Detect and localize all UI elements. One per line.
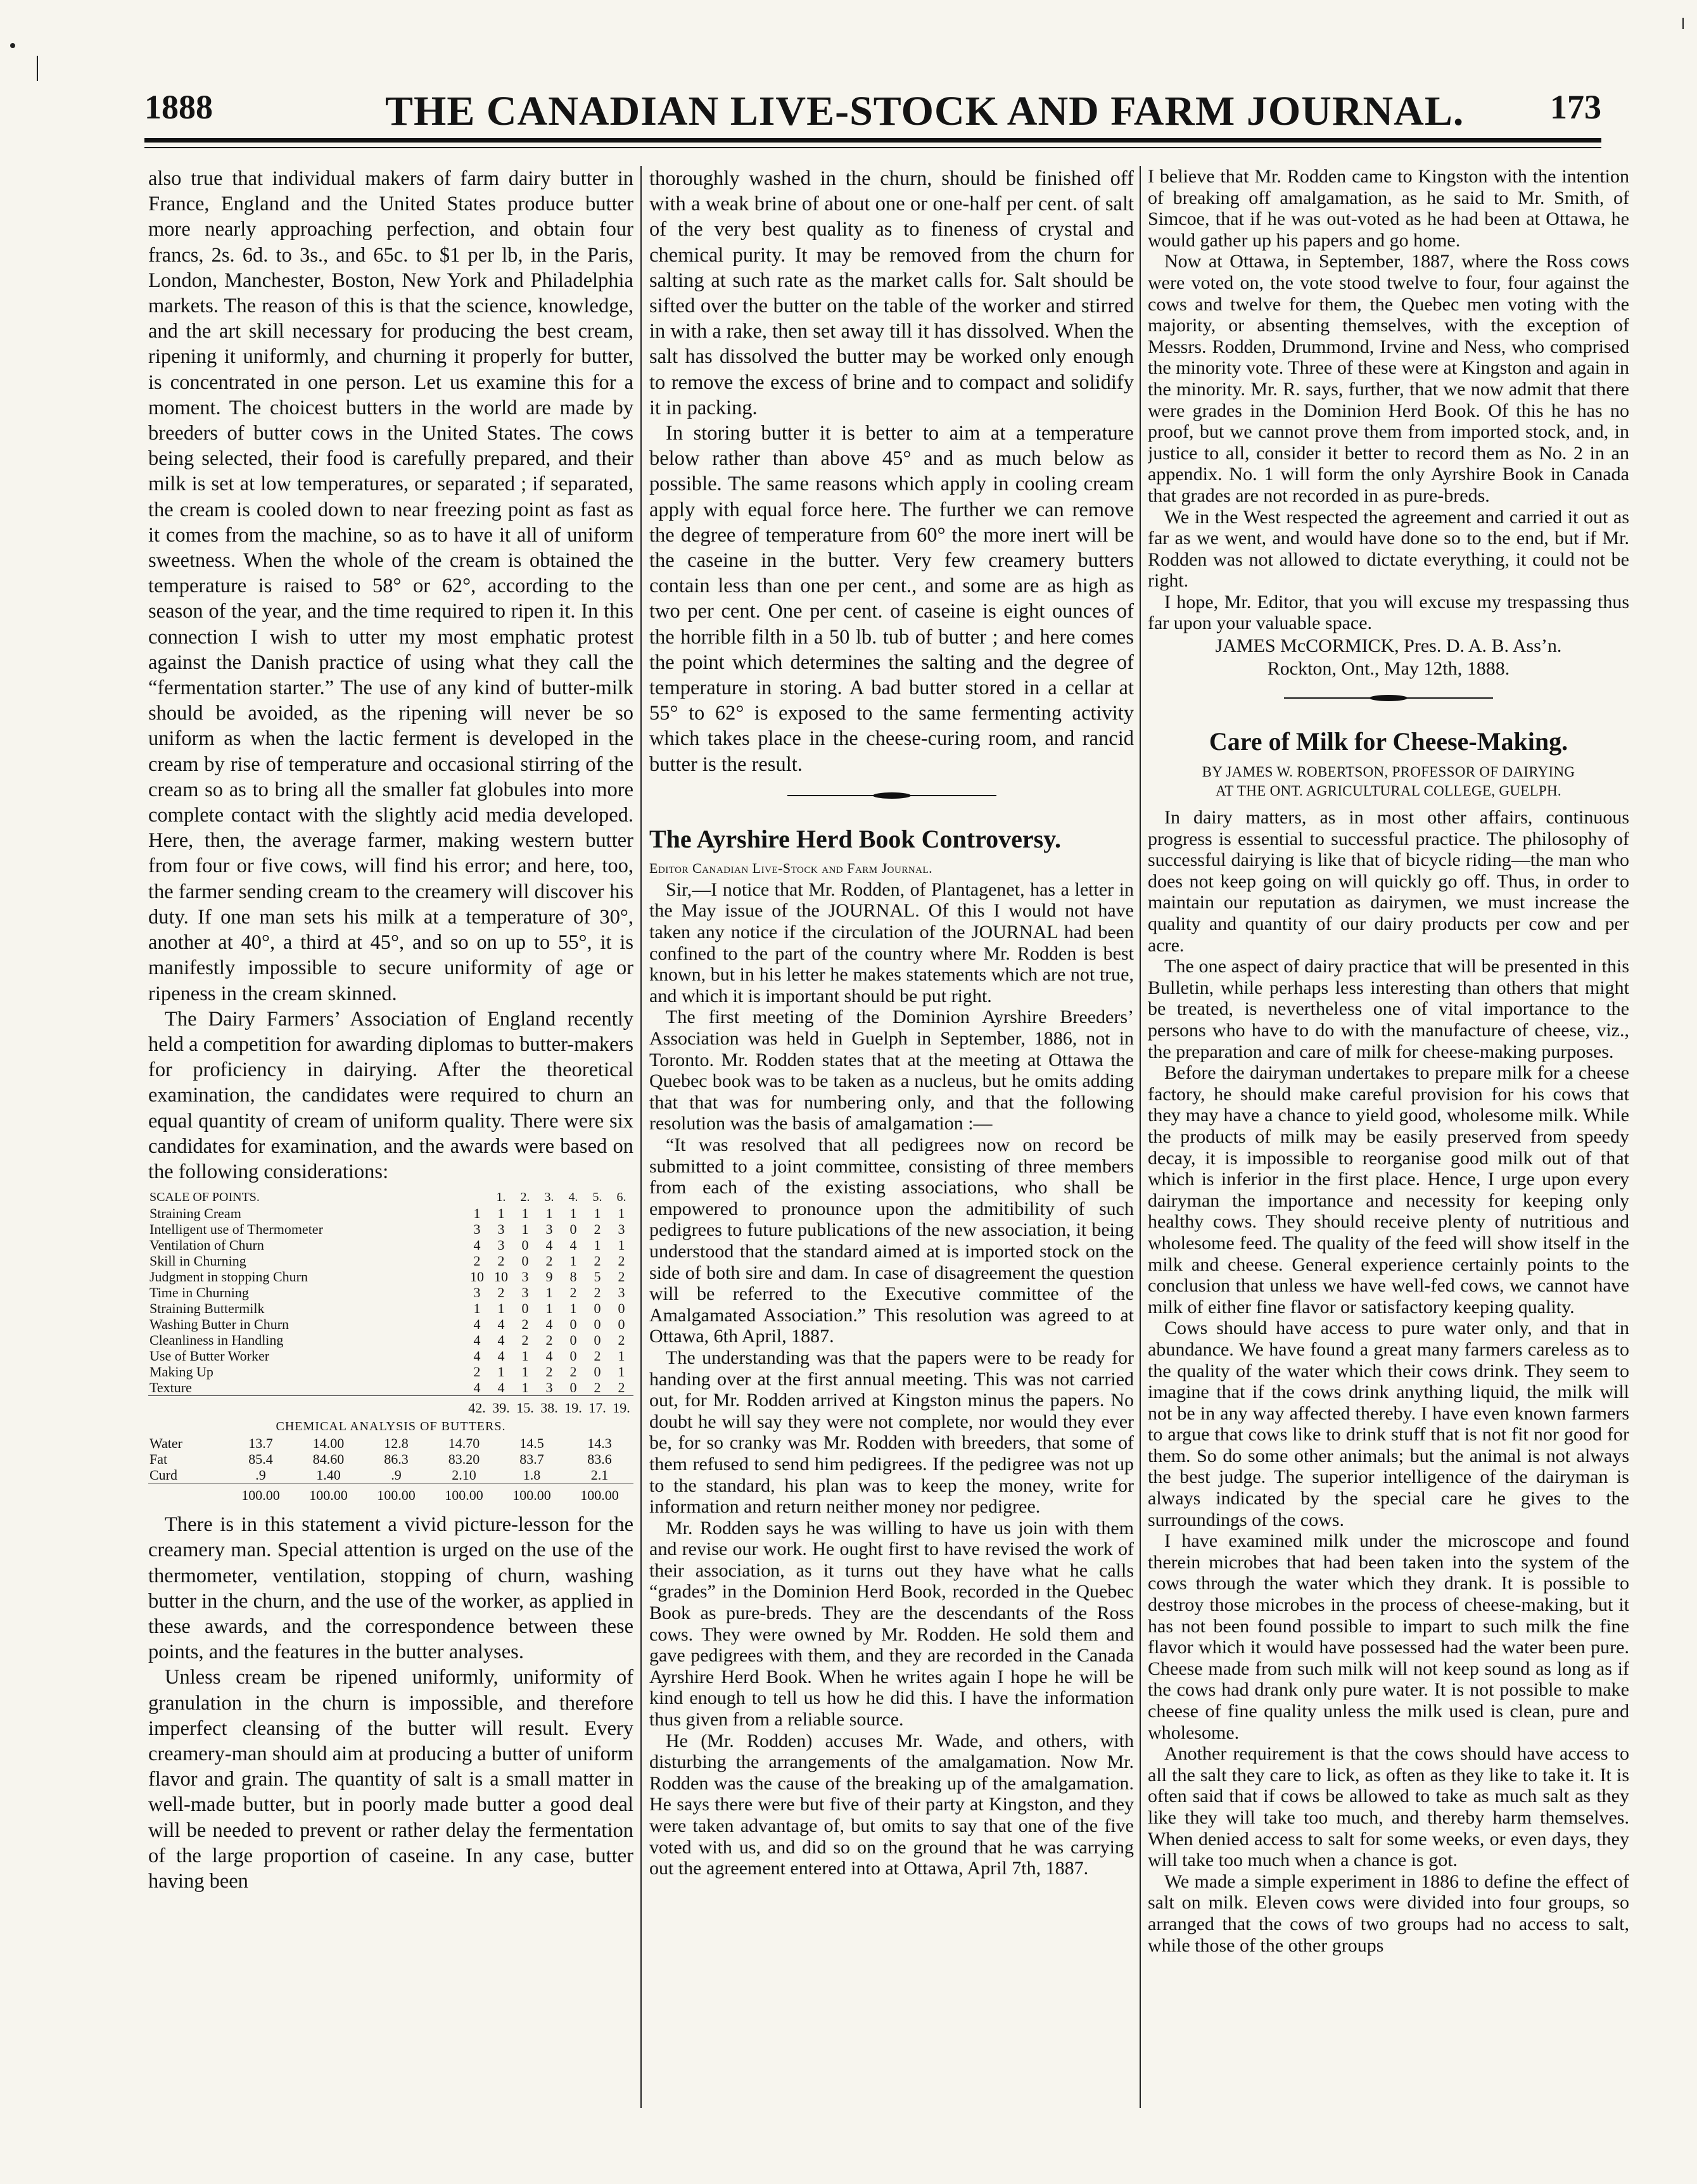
table-cell: 0 xyxy=(569,1316,577,1333)
table-cell: 100.00 xyxy=(566,1483,633,1504)
table-cell: 2 xyxy=(594,1221,601,1238)
table-row xyxy=(148,1285,633,1300)
table-cell: 1 xyxy=(521,1348,529,1364)
table-row xyxy=(148,1205,633,1221)
table-cell: 3 xyxy=(545,1380,553,1396)
table-cell: 0 xyxy=(569,1221,577,1238)
chemical-analysis-table xyxy=(148,1435,633,1503)
ayrshire-letter-continued xyxy=(1148,166,1629,634)
table-cell: 1 xyxy=(618,1205,625,1222)
table-cell: 42. xyxy=(465,1396,489,1416)
table-cell: 1 xyxy=(521,1205,529,1222)
row-label: Texture xyxy=(149,1380,192,1396)
paragraph: The one aspect of dairy practice that will be presented in this Bulletin, while perhaps less interesting than others that might be treated, is nevertheless one of vital importance to the persons who have to do with the manufacture of cheese, viz., the preparation and care of milk for cheese-making purposes. xyxy=(1148,956,1629,1062)
table-cell: 2 xyxy=(545,1253,553,1269)
table-cell: 100.00 xyxy=(227,1483,295,1504)
margin-mark xyxy=(10,43,15,48)
table-cell: 2 xyxy=(545,1364,553,1380)
paragraph: I have examined milk under the microscope and found therein microbes that had been taken into the system of the cows through the water which they drank. It is possible to destroy those microbes in the process of cheese-making, but it has not been found possible to impart to such milk the fine flavor which it would have possessed had the water been pure. Cheese made from such milk will not keep sound as long as if the cows had drank only pure water. It is not possible to make cheese of fine quality unless the milk used is clean, pure and wholesome. xyxy=(1148,1530,1629,1743)
row-label: Making Up xyxy=(149,1364,213,1380)
table-cell: 1 xyxy=(545,1285,553,1301)
letter-address: Editor Canadian Live-Stock and Farm Journal. xyxy=(649,860,933,876)
masthead-rule-thin xyxy=(144,147,1601,148)
table-row xyxy=(148,1348,633,1364)
table-cell: 0 xyxy=(521,1300,529,1317)
table-cell: 100.00 xyxy=(430,1483,498,1504)
table-cell: 83.20 xyxy=(448,1451,480,1468)
table-cell: 3 xyxy=(497,1221,505,1238)
row-label: Straining Buttermilk xyxy=(149,1300,265,1317)
column-divider xyxy=(1140,166,1141,2108)
table-cell: 100.00 xyxy=(498,1483,566,1504)
table-cell: 1 xyxy=(569,1205,577,1222)
scale-value: 4 xyxy=(473,1380,481,1396)
table-cell: 1 xyxy=(618,1348,625,1364)
paragraph: “It was resolved that all pedigrees now on record be submitted to a joint committee, consisting of three members from each of the existing associations, who shall be empowered to pronounce upon the admitibility of such pedigrees to future publications of the new association, it being understood that the standard aimed at is imported stock on the side of both sire and dam. In case of disagreement the question will be referred to the Executive committee of the Amalgamated Association.” This resolution was agreed to at Ottawa, 6th April, 1887. xyxy=(649,1134,1134,1347)
table-cell: 2 xyxy=(521,1316,529,1333)
table-row xyxy=(148,1316,633,1332)
table-cell: 2 xyxy=(497,1285,505,1301)
table-cell: 9 xyxy=(545,1269,553,1285)
table-cell: 0 xyxy=(569,1380,577,1396)
row-label: Use of Butter Worker xyxy=(149,1348,270,1364)
table-cell: 1.8 xyxy=(523,1467,541,1483)
row-label: Curd xyxy=(149,1467,177,1483)
scale-value: 1 xyxy=(473,1205,481,1222)
margin-mark xyxy=(37,56,38,81)
table-cell: 83.7 xyxy=(519,1451,544,1468)
table-cell: 3 xyxy=(497,1237,505,1254)
scale-value: 10 xyxy=(470,1269,484,1285)
table-cell: 0 xyxy=(521,1237,529,1254)
table-cell: 4 xyxy=(545,1316,553,1333)
scale-value: 3 xyxy=(473,1221,481,1238)
table-cell: 0 xyxy=(594,1300,601,1317)
table-cell: 2 xyxy=(497,1253,505,1269)
table-column-header: 4. xyxy=(568,1190,578,1205)
table-row xyxy=(148,1364,633,1380)
table-cell: 4 xyxy=(497,1348,505,1364)
table-cell: 1 xyxy=(569,1253,577,1269)
table-cell: 0 xyxy=(569,1348,577,1364)
table-row xyxy=(148,1221,633,1237)
paragraph: Cows should have access to pure water only, and that in abundance. We have found a great many farmers careless as to the quality of the water which their cows drink. They seem to imagine that if the cows drink anything liquid, the milk will not be in any way affected thereby. I have even known farmers to argue that cows like to drink stuff that is not fit nor good for them. So do some other animals; but the animal is not always the best judge. The superior intelligence of the dairyman is always indicated by the special care he gives to the surroundings of the cows. xyxy=(1148,1317,1629,1530)
table-cell: 1 xyxy=(618,1364,625,1380)
table-cell: 17. xyxy=(585,1396,609,1416)
table-cell: 0 xyxy=(618,1316,625,1333)
table-cell: 2 xyxy=(594,1380,601,1396)
table-cell: 0 xyxy=(521,1253,529,1269)
paragraph: The understanding was that the papers were to be ready for handing over at the first annual meeting. This was not carried out, for Mr. Rodden arrived at Kingston minus the papers. No doubt he will say they were not complete, nor would they ever be, for so cranky was Mr. Rodden with breeders, that some of them refused to send him pedigrees. If the pedigree was not up to the standard, his plan was to keep the money, write for information and return neither money nor pedigree. xyxy=(649,1347,1134,1518)
table-column-header: 1. xyxy=(496,1190,506,1205)
table-cell: 3 xyxy=(545,1221,553,1238)
row-label: Washing Butter in Churn xyxy=(149,1316,289,1333)
row-label: Fat xyxy=(149,1451,168,1468)
table-cell: 1 xyxy=(521,1221,529,1238)
table-row xyxy=(148,1300,633,1316)
table-cell: 1 xyxy=(545,1205,553,1222)
table-cell: 0 xyxy=(618,1300,625,1317)
paragraph: also true that individual makers of farm dairy butter in France, England and the United States produce butter more nearly approaching perfection, and obtain four francs, 2s. 6d. to 3s., and 65c. to $1 per lb, in the Paris, London, Manchester, Boston, New York and Philadelphia markets. The reason of this is that the science, knowledge, and the art skill necessary for producing the best cream, ripening it uniformly, and churning it properly for butter, is concentrated in one person. Let us examine this for a moment. The choicest butters in the world are made by breeders of butter cows in the United States. The cows being selected, their food is carefully prepared, and their milk is set at low temperatures, or separated ; if separated, the cream is cooled down to near freezing point as fast as it comes from the machine, so as to have it all of uniform sweetness. When the whole of the cream is obtained the temperature is raised to 58° or 62°, according to the season of the year, and the time required to ripen it. In this connection I wish to utter my most emphatic protest against the Danish practice of using what they call the “fermentation starter.” The use of any kind of butter-milk should be avoided, as the ripening will never be so uniform as when the lactic ferment is developed in the cream by rise of temperature and occasional stirring of the cream so as to bring all the smaller fat globules into more complete contact with the slightly acid media developed. Here, then, the average farmer, making western butter from four or five cows, will find his error; and here, too, the farmer sending cream to the creamery will discover his duty. If one man sets his milk at a temperature of 30°, another at 40°, a third at 45°, and so on up to 55°, it is manifestly impossible to secure uniformity of age or ripeness in the cream skinned. xyxy=(148,167,633,1005)
paragraph: There is in this statement a vivid picture-lesson for the creamery man. Special attention is urged on the use of the thermometer, ventilation, stopping of churn, washing butter in the churn, and the use of the worker, as applied in these awards, and the correspondence between these points, and the features in the butter analyses. xyxy=(148,1513,633,1664)
table-cell: 85.4 xyxy=(248,1451,273,1468)
paragraph: Mr. Rodden says he was willing to have us join with them and revise our work. He ought first to have revised the work of their association, as it turns out they have what he calls “grades” in the Dominion Herd Book, recorded in the Quebec Book as pure-breds. They are the descendants of the Ross cows. They were owned by Mr. Rodden. He sold them and gave pedigrees with them, and they are recorded in the Canada Ayrshire Herd Book. When he writes again I hope he will be kind enough to tell us how he did this. I have the information thus given from a reliable source. xyxy=(649,1517,1134,1730)
table-cell: 0 xyxy=(594,1332,601,1349)
totals-row xyxy=(148,1483,633,1504)
table-cell: 5 xyxy=(594,1269,601,1285)
table-cell: 19. xyxy=(561,1396,585,1416)
table-row xyxy=(148,1380,633,1396)
table-cell: 2 xyxy=(594,1348,601,1364)
table-cell: 1 xyxy=(569,1300,577,1317)
table-cell: 4 xyxy=(569,1237,577,1254)
scale-of-points-table xyxy=(148,1190,633,1416)
table-cell: 1 xyxy=(497,1364,505,1380)
table-cell: 0 xyxy=(594,1316,601,1333)
table-cell: 2 xyxy=(594,1253,601,1269)
table-cell: 14.3 xyxy=(587,1435,612,1452)
masthead-rule xyxy=(144,138,1601,143)
row-label: Intelligent use of Thermometer xyxy=(149,1221,323,1238)
paragraph: In dairy matters, as in most other affairs, continuous progress is essential to successful practice. The philosophy of successful dairying is like that of bicycle riding—the man who does not keep going on will quickly go off. Thus, in order to maintain our reputation as dairymen, we must increase the quality and quantity of our dairy products per cow and per acre. xyxy=(1148,807,1629,956)
row-label: Skill in Churning xyxy=(149,1253,246,1269)
letter-signature: JAMES McCORMICK, Pres. D. A. B. Ass’n. xyxy=(1215,635,1562,657)
table-cell: 12.8 xyxy=(384,1435,409,1452)
table-column-header: 5. xyxy=(592,1190,602,1205)
table-cell: 14.00 xyxy=(312,1435,345,1452)
table-row xyxy=(148,1253,633,1269)
table-row xyxy=(148,1435,633,1451)
table-cell: 1 xyxy=(521,1380,529,1396)
table-cell: 38. xyxy=(537,1396,561,1416)
table-cell: 2 xyxy=(618,1380,625,1396)
paragraph: We in the West respected the agreement and carried it out as far as we went, and would have done so to the end, but if Mr. Rodden was not allowed to dictate everything, it could not be right. xyxy=(1148,506,1629,592)
article-heading: Care of Milk for Cheese-Making. xyxy=(1209,727,1568,756)
row-label: Ventilation of Churn xyxy=(149,1237,264,1254)
column-divider xyxy=(640,166,642,2108)
paragraph: Now at Ottawa, in September, 1887, where the Ross cows were voted on, the vote stood twelve to four, four against the cows and twelve for them, the Quebec men voting with the majority, or absenting themselves, with the exception of Messrs. Rodden, Drummond, Irvine and Ness, who comprised the minority vote. Three of these were at Kingston and again in the minority. Mr. R. says, further, that we now admit that there were grades in the Dominion Herd Book. Of this he has no proof, but we cannot prove them from imported stock, and, in justice to all, consider it better to record them as No. 2 in an appendix. No. 1 will form the only Ayrshire Book in Canada that grades are not recorded in as pure-breds. xyxy=(1148,251,1629,506)
column-3 xyxy=(1148,166,1629,2114)
table-row xyxy=(148,1467,633,1483)
paragraph: The first meeting of the Dominion Ayrshire Breeders’ Association was held in Guelph in September, 1886, not in Toronto. Mr. Rodden states that at the meeting at Ottawa the Quebec book was to be taken as a nucleus, but he omits adding that that was for numbering only, and that the following resolution was the basis of amalgamation :— xyxy=(649,1006,1134,1134)
table-row xyxy=(148,1451,633,1467)
table-cell: 84.60 xyxy=(312,1451,345,1468)
table-column-header: 3. xyxy=(544,1190,554,1205)
table-cell: 15. xyxy=(513,1396,537,1416)
scale-value: 4 xyxy=(473,1348,481,1364)
letter-dateline: Rockton, Ont., May 12th, 1888. xyxy=(1267,658,1510,680)
totals-row xyxy=(148,1396,633,1416)
paragraph: I believe that Mr. Rodden came to Kingston with the intention of breaking off amalgamation, as he said to Mr. Smith, of Simcoe, that if he was out-voted as he had been at Ottawa, he would gather up his papers and go home. xyxy=(1148,166,1629,251)
table-cell: 2 xyxy=(569,1285,577,1301)
table-cell: 2 xyxy=(521,1332,529,1349)
table-cell: 1 xyxy=(545,1300,553,1317)
page-number: 173 xyxy=(1550,88,1601,126)
table-cell: 19. xyxy=(609,1396,633,1416)
scale-value: 4 xyxy=(473,1316,481,1333)
table-cell: 2 xyxy=(618,1253,625,1269)
table-cell: 1 xyxy=(521,1364,529,1380)
table-cell: 1.40 xyxy=(316,1467,341,1483)
table-column-header: 2. xyxy=(520,1190,530,1205)
masthead-title: THE CANADIAN LIVE-STOCK AND FARM JOURNAL. xyxy=(385,88,1465,134)
table-cell: 2 xyxy=(618,1332,625,1349)
table-cell: 3 xyxy=(618,1285,625,1301)
table-cell: 83.6 xyxy=(587,1451,612,1468)
table-cell: 39. xyxy=(489,1396,513,1416)
table-cell: 3 xyxy=(521,1269,529,1285)
margin-mark xyxy=(1682,18,1684,29)
scale-value: 2 xyxy=(473,1364,481,1380)
table-cell: .9 xyxy=(255,1467,266,1483)
table-cell: 4 xyxy=(545,1237,553,1254)
table-cell: 2 xyxy=(618,1269,625,1285)
row-label: Time in Churning xyxy=(149,1285,249,1301)
paragraph: Sir,—I notice that Mr. Rodden, of Plantagenet, has a letter in the May issue of the JOURNAL. Of this I would not have taken any notice if the circulation of the JOURNAL had been confined to the part of the country where Mr. Rodden is best known, but in his letter he makes statements which are not true, and which it is important should be put right. xyxy=(649,879,1134,1006)
byline-line: BY JAMES W. ROBERTSON, PROFESSOR OF DAIRYING xyxy=(1202,764,1575,780)
table-cell: 4 xyxy=(497,1332,505,1349)
table-cell: 1 xyxy=(497,1205,505,1222)
table-cell: 14.70 xyxy=(448,1435,480,1452)
column-1 xyxy=(148,166,633,2114)
table-row xyxy=(148,1237,633,1253)
table-cell: 100.00 xyxy=(295,1483,362,1504)
table-cell: 8 xyxy=(569,1269,577,1285)
row-label: Cleanliness in Handling xyxy=(149,1332,284,1349)
table-cell: 2.10 xyxy=(452,1467,476,1483)
table-cell: 100.00 xyxy=(362,1483,430,1504)
row-label: Straining Cream xyxy=(149,1205,241,1222)
butter-article-continued xyxy=(649,166,1134,777)
paragraph: thoroughly washed in the churn, should be finished off with a weak brine of about one or one-half per cent. of salt of the very best quality as to fineness of crystal and chemical purity. It may be removed from the churn for salting at such rate as the market calls for. Salt should be sifted over the butter on the table of the worker and stirred in with a rake, then set away till it has dissolved. When the salt has dissolved the butter may be worked only enough to remove the excess of brine and to compact and solidify it in packing. xyxy=(649,167,1134,419)
scale-value: 1 xyxy=(473,1300,481,1317)
masthead-year: 1888 xyxy=(144,88,213,126)
table-cell: 13.7 xyxy=(248,1435,273,1452)
table-cell: 14.5 xyxy=(519,1435,544,1452)
scale-value: 2 xyxy=(473,1253,481,1269)
table-header: SCALE OF POINTS. xyxy=(149,1190,260,1205)
table-column-header: 6. xyxy=(616,1190,626,1205)
cheese-article xyxy=(1148,807,1629,1956)
chemical-analysis-title: CHEMICAL ANALYSIS OF BUTTERS. xyxy=(276,1419,506,1434)
paragraph: Unless cream be ripened uniformly, uniformity of granulation in the churn is impossible, and therefore imperfect cleansing of the butter will result. Every creamery-man should aim at producing a butter of uniform flavor and grain. The quantity of salt is a small matter in well-made butter, but in poorly made butter a good deal will be needed to prevent or rather delay the fermentation of the large proportion of caseine. In any case, butter having been xyxy=(148,1666,633,1893)
column-2 xyxy=(649,166,1134,2114)
table-cell: 0 xyxy=(569,1332,577,1349)
table-cell: 2 xyxy=(569,1364,577,1380)
table-cell: 3 xyxy=(521,1285,529,1301)
paragraph: In storing butter it is better to aim at a temperature below rather than above 45° and as much below as possible. The same reasons which apply in cooling cream apply with equal force here. The further we can remove the degree of temperature from 60° the more inert will be the caseine in the butter. Very few creamery butters contain less than one per cent., and some are as high as two per cent. One per cent. of caseine is eight ounces of the horrible filth in a 50 lb. tub of butter ; and here comes the point which determines the salting and the degree of temperature in storing. A bad butter stored in a cellar at 55° to 62° is exposed to the same fermenting activity which takes place in the cheese-curing room, and rancid butter is the result. xyxy=(649,422,1134,776)
table-cell: 1 xyxy=(618,1237,625,1254)
byline-line: AT THE ONT. AGRICULTURAL COLLEGE, GUELPH. xyxy=(1216,783,1561,799)
table-cell: 2.1 xyxy=(590,1467,609,1483)
table-row xyxy=(148,1332,633,1348)
table-cell: .9 xyxy=(391,1467,402,1483)
table-cell: 0 xyxy=(594,1364,601,1380)
scale-value: 3 xyxy=(473,1285,481,1301)
paragraph: We made a simple experiment in 1886 to define the effect of salt on milk. Eleven cows were divided into four groups, so arranged that the cows of two groups had no access to salt, while those of the other groups xyxy=(1148,1870,1629,1956)
table-cell: 4 xyxy=(545,1348,553,1364)
paragraph: Another requirement is that the cows should have access to all the salt they care to lick, as often as they like to take it. It is often said that if cows be allowed to take as much salt as they like they will take too much, and thereby harm themselves. When denied access to salt for some weeks, or even days, they will take too much when a chance is got. xyxy=(1148,1743,1629,1871)
paragraph: I hope, Mr. Editor, that you will excuse my trespassing thus far upon your valuable space. xyxy=(1148,591,1629,634)
table-cell: 1 xyxy=(594,1237,601,1254)
table-cell: 1 xyxy=(497,1300,505,1317)
article-byline xyxy=(1148,763,1629,801)
table-cell: 1 xyxy=(594,1205,601,1222)
section-ornament xyxy=(787,786,996,805)
table-cell: 2 xyxy=(594,1285,601,1301)
paragraph: He (Mr. Rodden) accuses Mr. Wade, and others, with disturbing the arrangements of the amalgamation. Now Mr. Rodden was the cause of the breaking up of the amalgamation. He says there were but five of their party at Kingston, and they were taken advantage of, but omits to say that one of the five voted with us, and did so on the ground that he was carrying out the agreement entered into at Ottawa, April 7th, 1887. xyxy=(649,1730,1134,1879)
paragraph: Before the dairyman undertakes to prepare milk for a cheese factory, he should make careful provision for his cows that they may have a chance to yield good, wholesome milk. While the products of milk may be easily preserved from speedy decay, it is impossible to reorganise good milk out of that which is inferior in the first place. Hence, I urge upon every dairyman the importance and necessity for keeping only healthy cows. They should receive plenty of nutritious and wholesome feed. The quality of the feed will show itself in the milk and cheese. General experience certainly points to the conclusion that unless we have well-fed cows, we cannot have milk of either fine flavor or satisfactory keeping quality. xyxy=(1148,1062,1629,1317)
section-ornament xyxy=(1284,689,1493,708)
table-cell: 86.3 xyxy=(384,1451,409,1468)
table-cell: 10 xyxy=(494,1269,508,1285)
table-cell: 2 xyxy=(545,1332,553,1349)
table-cell: 3 xyxy=(618,1221,625,1238)
scale-value: 4 xyxy=(473,1332,481,1349)
article-heading: The Ayrshire Herd Book Controversy. xyxy=(649,824,1061,853)
paragraph: The Dairy Farmers’ Association of England recently held a competition for awarding diplomas to butter-makers for proficiency in dairying. After the theoretical examination, the candidates were required to churn an equal quantity of cream of uniform quality. There were six candidates for examination, and the awards were based on the following considerations: xyxy=(148,1007,633,1183)
table-row xyxy=(148,1269,633,1285)
row-label: Judgment in stopping Churn xyxy=(149,1269,308,1285)
ayrshire-letter xyxy=(649,879,1134,1879)
table-cell: 4 xyxy=(497,1380,505,1396)
table-cell: 4 xyxy=(497,1316,505,1333)
row-label: Water xyxy=(149,1435,182,1452)
masthead xyxy=(144,87,1601,132)
scale-value: 4 xyxy=(473,1237,481,1254)
